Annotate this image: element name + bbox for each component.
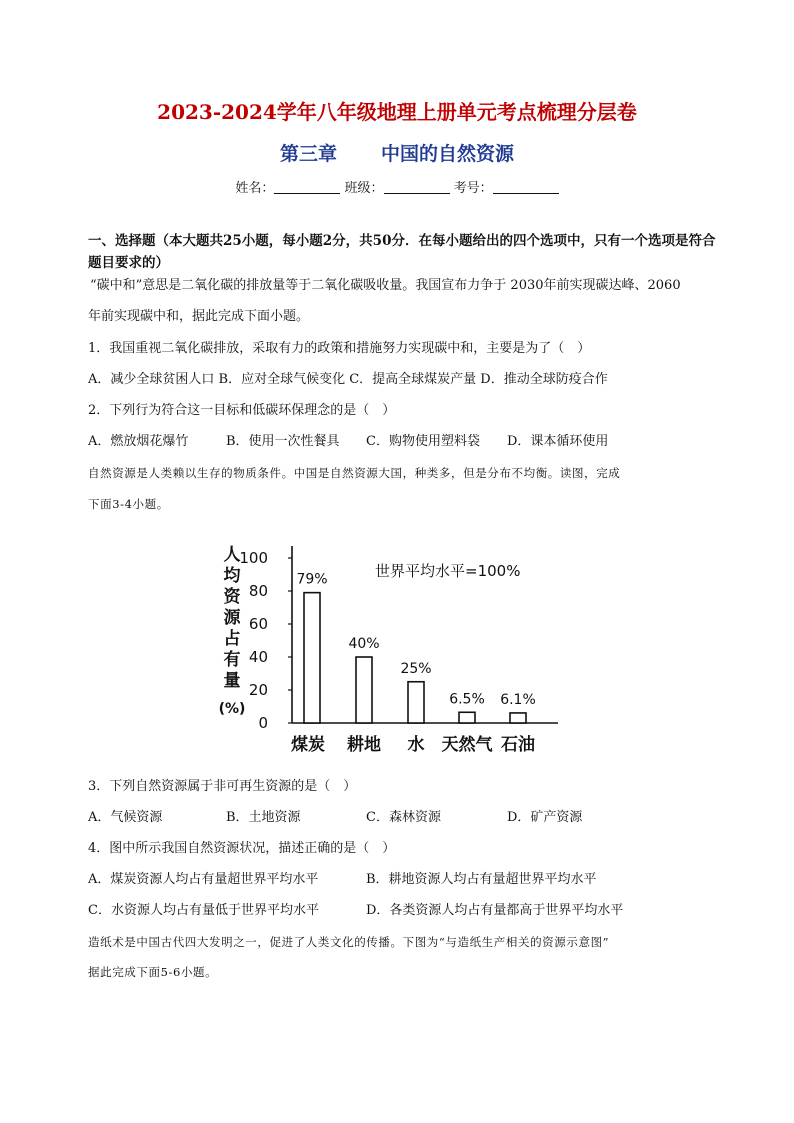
passage1-line1: “碳中和”意思是二氧化碳的排放量等于二氧化碳吸收量。我国宣布力争于 2030年前实现碳达峰、2060 — [90, 278, 681, 293]
class-label: 班级： — [344, 181, 384, 196]
q2-option-a: A．燃放烟花爆竹 — [88, 434, 189, 449]
bar-value-label: 79% — [296, 571, 328, 588]
q4-option-c: C．水资源人均占有量低于世界平均水平 — [88, 903, 319, 918]
y-label-char: 有 — [223, 650, 241, 670]
chapter-title — [0, 139, 794, 166]
q4-option-b: B．耕地资源人均占有量超世界平均水平 — [366, 872, 597, 887]
name-label: 姓名： — [235, 181, 275, 196]
bar-4 — [510, 713, 526, 723]
q3-option-a: A．气候资源 — [88, 810, 163, 825]
q1-stem: 1．我国重视二氧化碳排放，采取有力的政策和措施努力实现碳中和，主要是为了（ ） — [88, 341, 591, 356]
passage2-line2: 下面3-4小题。 — [88, 497, 169, 511]
q4-option-d: D．各类资源人均占有量都高于世界平均水平 — [366, 903, 624, 918]
q2-option-b: B．使用一次性餐具 — [226, 434, 340, 449]
category-label: 水 — [407, 735, 425, 755]
id-field[interactable] — [493, 181, 559, 194]
y-label-char: (%) — [218, 701, 246, 717]
bar-1 — [356, 657, 372, 723]
q2-stem: 2．下列行为符合这一目标和低碳环保理念的是（ ） — [88, 403, 396, 418]
y-label-char: 均 — [223, 566, 241, 586]
bar-value-label: 25% — [400, 660, 432, 677]
id-label: 考号： — [453, 181, 493, 196]
resource-bar-chart — [200, 530, 580, 762]
bar-2 — [408, 682, 424, 723]
q2-option-d: D．课本循环使用 — [507, 434, 609, 449]
category-label: 石油 — [501, 735, 535, 755]
bar-3 — [459, 712, 475, 723]
q3-stem: 3．下列自然资源属于非可再生资源的是（ ） — [88, 779, 357, 794]
y-label-char: 量 — [223, 671, 241, 691]
category-label: 煤炭 — [291, 735, 325, 755]
passage3-line2: 据此完成下面5-6小题。 — [88, 965, 218, 979]
chapter-name: 中国的自然资源 — [381, 143, 515, 165]
y-axis-ticks — [239, 549, 292, 732]
passage3-line1: 造纸术是中国古代四大发明之一，促进了人类文化的传播。下图为“与造纸生产相关的资源示意图” — [88, 935, 610, 949]
y-label-char: 占 — [223, 629, 241, 649]
q2-option-c: C．购物使用塑料袋 — [366, 434, 480, 449]
q1-options: A．减少全球贫困人口 B．应对全球气候变化 C．提高全球煤炭产量 D．推动全球防疫合作 — [88, 372, 608, 387]
y-tick-label: 20 — [248, 681, 268, 699]
q4-option-a: A．煤炭资源人均占有量超世界平均水平 — [88, 872, 319, 887]
category-label: 天然气 — [441, 735, 493, 755]
bar-0 — [304, 593, 320, 723]
passage1-line2: 年前实现碳中和，据此完成下面小题。 — [88, 309, 310, 324]
q3-option-d: D．矿产资源 — [507, 810, 583, 825]
q3-option-c: C．森林资源 — [366, 810, 441, 825]
y-tick-label: 80 — [248, 582, 268, 600]
name-field[interactable] — [274, 181, 340, 194]
chapter-number: 第三章 — [279, 143, 337, 165]
chart-annotation: 世界平均水平=100% — [375, 562, 521, 580]
student-info — [0, 177, 794, 196]
y-tick-label: 60 — [248, 615, 268, 633]
y-label-char: 资 — [223, 587, 241, 607]
section-heading: 一、选择题（本大题共25小题，每小题2分，共50分．在每小题给出的四个选项中，只有一个选项是符合题目要求的） — [88, 233, 716, 271]
bars — [290, 572, 536, 755]
y-axis-label — [219, 545, 246, 717]
q3-option-b: B．土地资源 — [226, 810, 301, 825]
class-field[interactable] — [384, 181, 450, 194]
bar-value-label: 6.5% — [449, 691, 485, 708]
y-label-char: 人 — [223, 545, 241, 565]
y-tick-label: 0 — [258, 714, 268, 732]
bar-value-label: 40% — [348, 636, 380, 652]
q4-stem: 4．图中所示我国自然资源状况，描述正确的是（ ） — [88, 841, 396, 856]
bar-value-label: 6.1% — [500, 691, 536, 708]
category-label: 耕地 — [347, 735, 381, 755]
passage2-line1: 自然资源是人类赖以生存的物质条件。中国是自然资源大国，种类多，但是分布不均衡。读图，完成 — [88, 466, 621, 480]
y-tick-label: 100 — [239, 549, 268, 567]
paper-title: 2023-2024学年八年级地理上册单元考点梳理分层卷 — [157, 100, 637, 124]
y-tick-label: 40 — [248, 648, 268, 666]
y-label-char: 源 — [223, 608, 241, 628]
